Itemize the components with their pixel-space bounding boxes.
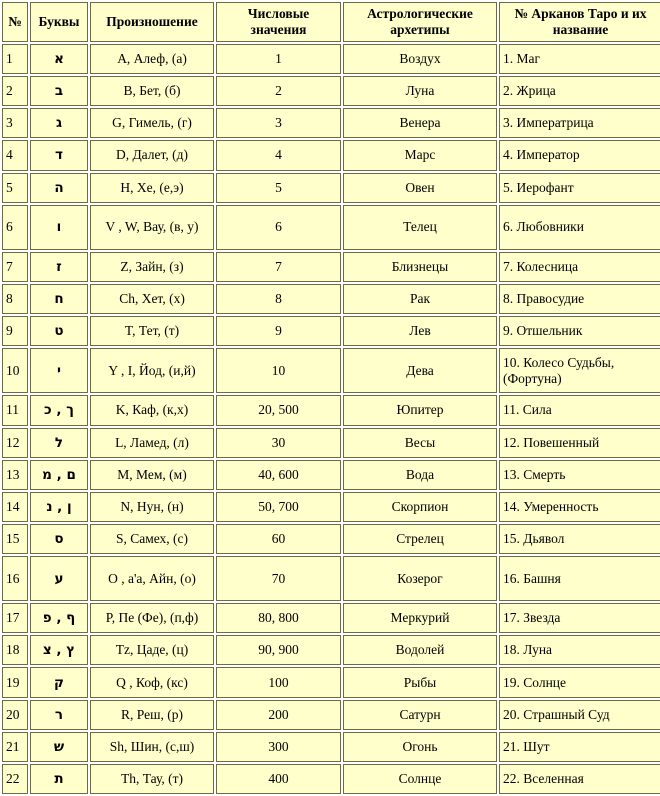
numeric-value-cell: 20, 500 (216, 395, 341, 425)
pronunciation-cell: G, Гимель, (г) (90, 108, 214, 138)
arcana-cell: 3. Императрица (499, 108, 660, 138)
row-number: 17 (2, 603, 28, 633)
hebrew-letter: ו (30, 205, 88, 250)
table-row (2, 635, 660, 665)
table-row (2, 492, 660, 522)
arcana-cell: 6. Любовники (499, 205, 660, 250)
row-number: 15 (2, 524, 28, 554)
row-number: 9 (2, 316, 28, 346)
arcana-cell: 21. Шут (499, 732, 660, 762)
row-number: 19 (2, 667, 28, 697)
header-row (2, 2, 660, 42)
row-number: 10 (2, 348, 28, 393)
numeric-value-cell: 7 (216, 252, 341, 282)
numeric-value-cell: 3 (216, 108, 341, 138)
pronunciation-cell: M, Мем, (м) (90, 460, 214, 490)
numeric-value-cell: 100 (216, 667, 341, 697)
row-number: 13 (2, 460, 28, 490)
arcana-cell: 15. Дьявол (499, 524, 660, 554)
hebrew-letter: ח (30, 284, 88, 314)
hebrew-letter: ט (30, 316, 88, 346)
pronunciation-cell: T, Тет, (т) (90, 316, 214, 346)
pronunciation-cell: O , а'а, Айн, (о) (90, 556, 214, 601)
archetype-cell: Дева (343, 348, 497, 393)
table-row (2, 764, 660, 794)
hebrew-letter: ן , נ (30, 492, 88, 522)
numeric-value-cell: 1 (216, 44, 341, 74)
table-row (2, 108, 660, 138)
arcana-cell: 14. Умеренность (499, 492, 660, 522)
row-number: 5 (2, 173, 28, 203)
row-number: 3 (2, 108, 28, 138)
table-row (2, 173, 660, 203)
row-number: 18 (2, 635, 28, 665)
arcana-cell: 11. Сила (499, 395, 660, 425)
hebrew-letter: א (30, 44, 88, 74)
arcana-cell: 20. Страшный Суд (499, 700, 660, 730)
pronunciation-cell: A, Алеф, (а) (90, 44, 214, 74)
row-number: 14 (2, 492, 28, 522)
table-row (2, 700, 660, 730)
numeric-value-cell: 40, 600 (216, 460, 341, 490)
row-number: 1 (2, 44, 28, 74)
numeric-value-cell: 4 (216, 140, 341, 170)
hebrew-letter: ץ , צ (30, 635, 88, 665)
table-row (2, 460, 660, 490)
hebrew-letter: ד (30, 140, 88, 170)
archetype-cell: Лев (343, 316, 497, 346)
archetype-cell: Марс (343, 140, 497, 170)
hebrew-letter: ק (30, 667, 88, 697)
numeric-value-cell: 6 (216, 205, 341, 250)
hebrew-letter: ך , כ (30, 395, 88, 425)
archetype-cell: Рыбы (343, 667, 497, 697)
table-row (2, 140, 660, 170)
table-row (2, 252, 660, 282)
pronunciation-cell: Sh, Шин, (с,ш) (90, 732, 214, 762)
table-row (2, 428, 660, 458)
arcana-cell: 17. Звезда (499, 603, 660, 633)
hebrew-letter: ב (30, 76, 88, 106)
row-number: 6 (2, 205, 28, 250)
hebrew-letter: ה (30, 173, 88, 203)
table-row (2, 205, 660, 250)
pronunciation-cell: Z, Зайн, (з) (90, 252, 214, 282)
pronunciation-cell: V , W, Вау, (в, у) (90, 205, 214, 250)
pronunciation-cell: P, Пе (Фе), (п,ф) (90, 603, 214, 633)
pronunciation-cell: Ch, Хет, (х) (90, 284, 214, 314)
pronunciation-cell: Tz, Цаде, (ц) (90, 635, 214, 665)
pronunciation-cell: S, Самех, (с) (90, 524, 214, 554)
numeric-value-cell: 400 (216, 764, 341, 794)
archetype-cell: Венера (343, 108, 497, 138)
pronunciation-cell: B, Бет, (б) (90, 76, 214, 106)
arcana-cell: 8. Правосудие (499, 284, 660, 314)
arcana-cell: 16. Башня (499, 556, 660, 601)
table-row (2, 667, 660, 697)
numeric-value-cell: 2 (216, 76, 341, 106)
numeric-value-cell: 30 (216, 428, 341, 458)
table-row (2, 603, 660, 633)
archetype-cell: Меркурий (343, 603, 497, 633)
numeric-value-cell: 50, 700 (216, 492, 341, 522)
arcana-cell: 9. Отшельник (499, 316, 660, 346)
row-number: 7 (2, 252, 28, 282)
numeric-value-cell: 9 (216, 316, 341, 346)
table-row (2, 284, 660, 314)
arcana-cell: 4. Император (499, 140, 660, 170)
table-row (2, 44, 660, 74)
archetype-cell: Телец (343, 205, 497, 250)
numeric-value-cell: 80, 800 (216, 603, 341, 633)
archetype-cell: Весы (343, 428, 497, 458)
row-number: 21 (2, 732, 28, 762)
archetype-cell: Скорпион (343, 492, 497, 522)
pronunciation-cell: N, Нун, (н) (90, 492, 214, 522)
row-number: 4 (2, 140, 28, 170)
archetype-cell: Близнецы (343, 252, 497, 282)
header-pronunciation: Произношение (90, 2, 214, 42)
header-numeric-values: Числовые значения (216, 2, 341, 42)
numeric-value-cell: 10 (216, 348, 341, 393)
archetype-cell: Водолей (343, 635, 497, 665)
archetype-cell: Стрелец (343, 524, 497, 554)
arcana-cell: 5. Иерофант (499, 173, 660, 203)
row-number: 22 (2, 764, 28, 794)
archetype-cell: Сатурн (343, 700, 497, 730)
arcana-cell: 18. Луна (499, 635, 660, 665)
hebrew-letter: ש (30, 732, 88, 762)
archetype-cell: Рак (343, 284, 497, 314)
arcana-cell: 7. Колесница (499, 252, 660, 282)
numeric-value-cell: 8 (216, 284, 341, 314)
pronunciation-cell: R, Реш, (р) (90, 700, 214, 730)
table-row (2, 556, 660, 601)
row-number: 16 (2, 556, 28, 601)
header-tarot-arcana: № Арканов Таро и их название (499, 2, 660, 42)
row-number: 8 (2, 284, 28, 314)
pronunciation-cell: H, Хе, (е,э) (90, 173, 214, 203)
table-row (2, 732, 660, 762)
archetype-cell: Луна (343, 76, 497, 106)
pronunciation-cell: Th, Тау, (т) (90, 764, 214, 794)
hebrew-letter: ז (30, 252, 88, 282)
pronunciation-cell: Q , Коф, (кс) (90, 667, 214, 697)
numeric-value-cell: 60 (216, 524, 341, 554)
row-number: 20 (2, 700, 28, 730)
table-row (2, 316, 660, 346)
hebrew-letter: ע (30, 556, 88, 601)
arcana-cell: 13. Смерть (499, 460, 660, 490)
table-row (2, 524, 660, 554)
archetype-cell: Воздух (343, 44, 497, 74)
pronunciation-cell: D, Далет, (д) (90, 140, 214, 170)
archetype-cell: Огонь (343, 732, 497, 762)
archetype-cell: Овен (343, 173, 497, 203)
archetype-cell: Юпитер (343, 395, 497, 425)
arcana-cell: 10. Колесо Судьбы, (Фортуна) (499, 348, 660, 393)
hebrew-letter: ל (30, 428, 88, 458)
header-astrological-archetypes: Астрологические архетипы (343, 2, 497, 42)
hebrew-letter: י (30, 348, 88, 393)
arcana-cell: 22. Вселенная (499, 764, 660, 794)
row-number: 12 (2, 428, 28, 458)
pronunciation-cell: Y , I, Йод, (и,й) (90, 348, 214, 393)
table-row (2, 395, 660, 425)
hebrew-letter: ס (30, 524, 88, 554)
hebrew-letter: ף , פ (30, 603, 88, 633)
row-number: 2 (2, 76, 28, 106)
hebrew-letter: ם , מ (30, 460, 88, 490)
numeric-value-cell: 300 (216, 732, 341, 762)
archetype-cell: Солнце (343, 764, 497, 794)
numeric-value-cell: 5 (216, 173, 341, 203)
hebrew-letter: ר (30, 700, 88, 730)
numeric-value-cell: 90, 900 (216, 635, 341, 665)
table-body (2, 44, 660, 794)
header-num: № (2, 2, 28, 42)
hebrew-letter: ג (30, 108, 88, 138)
row-number: 11 (2, 395, 28, 425)
numeric-value-cell: 70 (216, 556, 341, 601)
numeric-value-cell: 200 (216, 700, 341, 730)
archetype-cell: Козерог (343, 556, 497, 601)
arcana-cell: 12. Повешенный (499, 428, 660, 458)
pronunciation-cell: K, Каф, (к,х) (90, 395, 214, 425)
hebrew-letter: ת (30, 764, 88, 794)
header-letters: Буквы (30, 2, 88, 42)
archetype-cell: Вода (343, 460, 497, 490)
arcana-cell: 1. Маг (499, 44, 660, 74)
arcana-cell: 19. Солнце (499, 667, 660, 697)
table-row (2, 348, 660, 393)
pronunciation-cell: L, Ламед, (л) (90, 428, 214, 458)
table-row (2, 76, 660, 106)
arcana-cell: 2. Жрица (499, 76, 660, 106)
